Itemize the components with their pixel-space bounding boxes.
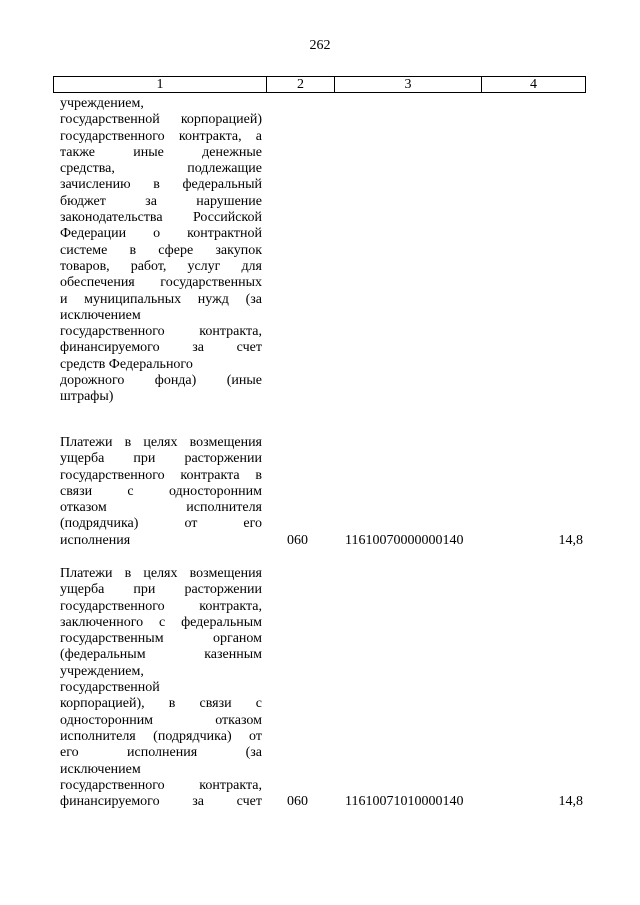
desc-line: связи с односторонним <box>60 483 262 499</box>
header-col-4: 4 <box>530 76 537 92</box>
desc-line: государственным органом <box>60 631 262 647</box>
amount: 14,8 <box>558 532 583 548</box>
row-description <box>60 435 262 549</box>
desc-line: государственной корпорацией) <box>60 112 262 128</box>
desc-line: ущерба при расторжении <box>60 582 262 598</box>
amount: 14,8 <box>558 794 583 810</box>
desc-line: дорожного фонда) (иные <box>60 373 262 389</box>
desc-line: финансируемого за счет <box>60 794 262 810</box>
desc-line: Федерации о контрактной <box>60 226 262 242</box>
table-header <box>53 76 586 93</box>
desc-line: Платежи в целях возмещения <box>60 566 262 581</box>
desc-line: корпорацией), в связи с <box>60 696 262 712</box>
desc-line: государственного контракта, а <box>60 128 262 144</box>
desc-line: исполнителя (подрядчика) от <box>60 728 262 744</box>
desc-line: государственной <box>60 680 160 696</box>
desc-line: исключением <box>60 761 141 777</box>
desc-line: (федеральным казенным <box>60 647 262 663</box>
budget-classification-code: 11610070000000140 <box>345 532 464 548</box>
desc-line: односторонним отказом <box>60 712 262 728</box>
desc-line: исполнения <box>60 532 131 548</box>
desc-line: отказом исполнителя <box>60 500 262 516</box>
desc-line: государственного контракта, <box>60 598 262 614</box>
admin-code: 060 <box>287 532 308 548</box>
desc-line: зачислению в федеральный <box>60 177 262 193</box>
table-row <box>60 96 585 406</box>
desc-line: исключением <box>60 307 141 323</box>
desc-line: заключенного с федеральным <box>60 614 262 630</box>
desc-line: системе в сфере закупок <box>60 242 262 258</box>
desc-line: государственного контракта, <box>60 324 262 340</box>
header-col-1: 1 <box>54 77 267 92</box>
desc-line: бюджет за нарушение <box>60 193 262 209</box>
desc-line: учреждением, <box>60 663 144 679</box>
page-number: 262 <box>309 38 331 53</box>
table-row <box>60 435 585 549</box>
row-description <box>60 96 262 406</box>
row-description <box>60 566 262 810</box>
desc-line: также иные денежные <box>60 144 262 160</box>
desc-line: и муниципальных нужд (за <box>60 291 262 307</box>
desc-line: государственного контракта в <box>60 467 262 483</box>
desc-line: обеспечения государственных <box>60 275 262 291</box>
desc-line: Платежи в целях возмещения <box>60 435 262 450</box>
desc-line: учреждением, <box>60 96 144 111</box>
budget-classification-code: 11610071010000140 <box>345 794 464 810</box>
desc-line: ущерба при расторжении <box>60 451 262 467</box>
header-col-2: 2 <box>267 77 335 92</box>
desc-line: штрафы) <box>60 389 114 405</box>
desc-line: средств Федерального <box>60 356 193 372</box>
table-row <box>60 566 585 810</box>
admin-code: 060 <box>287 794 308 810</box>
header-col-3: 3 <box>335 77 482 92</box>
desc-line: финансируемого за счет <box>60 340 262 356</box>
desc-line: средства, подлежащие <box>60 161 262 177</box>
desc-line: законодательства Российской <box>60 210 262 226</box>
desc-line: товаров, работ, услуг для <box>60 258 262 274</box>
desc-line: его исполнения (за <box>60 745 262 761</box>
desc-line: (подрядчика) от его <box>60 516 262 532</box>
desc-line: государственного контракта, <box>60 777 262 793</box>
